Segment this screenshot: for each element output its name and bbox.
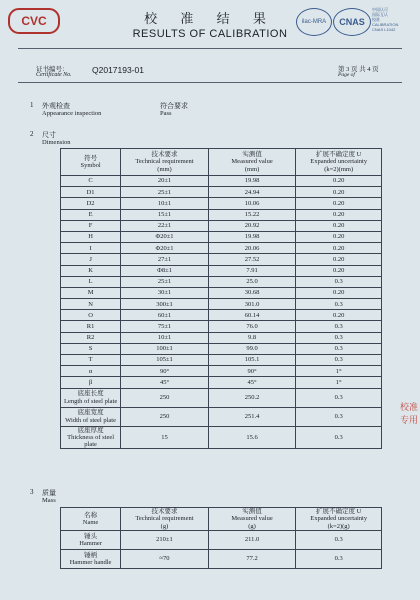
name-cell bbox=[61, 550, 121, 569]
table-row bbox=[61, 310, 382, 321]
cvc-logo: CVC bbox=[8, 8, 60, 34]
measured-cell: 19.98 bbox=[208, 231, 296, 242]
symbol-cell: D1 bbox=[61, 187, 121, 198]
requirement-cell: 10±1 bbox=[121, 198, 209, 209]
table-row bbox=[61, 265, 382, 276]
mass-table bbox=[60, 507, 382, 569]
table-row bbox=[61, 209, 382, 220]
measured-cell: 25.0 bbox=[208, 276, 296, 287]
uncertainty-cell: 0.3 bbox=[296, 531, 382, 550]
measured-cell: 211.0 bbox=[208, 531, 296, 550]
uncertainty-cell: 0.3 bbox=[296, 407, 382, 426]
certificate-number: Q2017193-01 bbox=[92, 65, 144, 75]
requirement-cell: 30±1 bbox=[121, 287, 209, 298]
requirement-cell: 210±1 bbox=[121, 531, 209, 550]
header-technical-requirement: 技术要求 Technical requirement (mm) bbox=[121, 149, 209, 176]
symbol-cell: H bbox=[61, 231, 121, 242]
measured-cell: 24.94 bbox=[208, 187, 296, 198]
requirement-cell: 22±1 bbox=[121, 220, 209, 231]
requirement-cell: 15 bbox=[121, 426, 209, 449]
measured-cell: 301.0 bbox=[208, 299, 296, 310]
measured-cell: 250.2 bbox=[208, 388, 296, 407]
certificate-label-en: Certificate No. bbox=[36, 72, 72, 78]
uncertainty-cell: 0.3 bbox=[296, 343, 382, 354]
uncertainty-cell: 0.20 bbox=[296, 209, 382, 220]
symbol-cell: β bbox=[61, 377, 121, 388]
name-en: Hammer handle bbox=[69, 559, 112, 566]
uncertainty-cell: 1° bbox=[296, 377, 382, 388]
table-row bbox=[61, 254, 382, 265]
measured-cell: 77.2 bbox=[208, 550, 296, 569]
measured-cell: 105.1 bbox=[208, 355, 296, 366]
symbol-cell: C bbox=[61, 176, 121, 187]
section-3-number: 3 bbox=[30, 488, 34, 496]
symbol-cell: S bbox=[61, 343, 121, 354]
requirement-cell: 250 bbox=[121, 388, 209, 407]
section-1-result-cn: 符合要求 bbox=[160, 102, 188, 110]
plate-label-cn: 底座宽度 bbox=[77, 409, 104, 417]
plate-label-en: Width of steel plate bbox=[65, 416, 116, 424]
table-row bbox=[61, 407, 382, 426]
measured-cell: 251.4 bbox=[208, 407, 296, 426]
header-measured-value: 实测值 Measured value (mm) bbox=[208, 149, 296, 176]
requirement-cell: ≈70 bbox=[121, 550, 209, 569]
table-row bbox=[61, 299, 382, 310]
uncertainty-cell: 0.20 bbox=[296, 287, 382, 298]
measured-cell: 45° bbox=[208, 377, 296, 388]
measured-cell: 15.6 bbox=[208, 426, 296, 449]
uncertainty-cell: 0.20 bbox=[296, 220, 382, 231]
measured-cell: 60.14 bbox=[208, 310, 296, 321]
measured-cell: 99.0 bbox=[208, 343, 296, 354]
plate-label-en: Thickness of steel plate bbox=[67, 433, 115, 448]
requirement-cell: 25±1 bbox=[121, 276, 209, 287]
table-row bbox=[61, 231, 382, 242]
table-row bbox=[61, 343, 382, 354]
header-symbol: 符号 Symbol bbox=[61, 149, 121, 176]
requirement-cell: 250 bbox=[121, 407, 209, 426]
plate-label-cell bbox=[61, 407, 121, 426]
section-2-number: 2 bbox=[30, 130, 34, 138]
symbol-cell: J bbox=[61, 254, 121, 265]
page-number-en: Page of bbox=[338, 72, 355, 78]
uncertainty-cell: 0.3 bbox=[296, 426, 382, 449]
header-technical-requirement: 技术要求 Technical requirement (g) bbox=[121, 508, 209, 531]
mass-table-header bbox=[61, 508, 382, 531]
plate-label-cell bbox=[61, 388, 121, 407]
name-cell bbox=[61, 531, 121, 550]
ilac-mra-logo: ilac-MRA bbox=[296, 8, 332, 36]
table-row bbox=[61, 198, 382, 209]
uncertainty-cell: 0.20 bbox=[296, 176, 382, 187]
requirement-cell: 75±1 bbox=[121, 321, 209, 332]
requirement-cell: 90° bbox=[121, 366, 209, 377]
table-row bbox=[61, 187, 382, 198]
measured-cell: 20.06 bbox=[208, 243, 296, 254]
cnas-accreditation-text: 中国认可 国际互认 校准 CALIBRATION CNAS L1042 bbox=[372, 7, 399, 32]
symbol-cell: K bbox=[61, 265, 121, 276]
section-1-label-en: Appearance inspection bbox=[42, 110, 102, 117]
header-expanded-uncertainty: 扩展不确定度 U Expanded uncertainty (k=2)(mm) bbox=[296, 149, 382, 176]
requirement-cell: 300±1 bbox=[121, 299, 209, 310]
plate-label-cn: 底座长度 bbox=[77, 390, 104, 398]
uncertainty-cell: 0.3 bbox=[296, 276, 382, 287]
requirement-cell: 15±1 bbox=[121, 209, 209, 220]
section-1-number: 1 bbox=[30, 101, 34, 109]
section-3-label-en: Mass bbox=[42, 497, 56, 504]
uncertainty-cell: 0.20 bbox=[296, 265, 382, 276]
header-expanded-uncertainty: 扩展不确定度 U Expanded uncertainty (k=2)(g) bbox=[296, 508, 382, 531]
section-2-label-en: Dimension bbox=[42, 139, 71, 146]
name-cn: 锤柄 bbox=[84, 551, 98, 559]
title-chinese: 校 准 结 果 bbox=[144, 11, 276, 26]
symbol-cell: L bbox=[61, 276, 121, 287]
symbol-cell: R1 bbox=[61, 321, 121, 332]
requirement-cell: 10±1 bbox=[121, 332, 209, 343]
page-number-cn: 第 3 页 共 4 页 bbox=[338, 66, 379, 73]
section-3-label-cn: 质量 bbox=[42, 489, 56, 497]
measured-cell: 20.92 bbox=[208, 220, 296, 231]
name-en: Hammer bbox=[79, 540, 102, 547]
uncertainty-cell: 0.20 bbox=[296, 254, 382, 265]
requirement-cell: Φ8±1 bbox=[121, 265, 209, 276]
table-row bbox=[61, 276, 382, 287]
plate-label-cell bbox=[61, 426, 121, 449]
section-1-result-en: Pass bbox=[160, 110, 172, 117]
symbol-cell: α bbox=[61, 366, 121, 377]
table-row bbox=[61, 355, 382, 366]
uncertainty-cell: 1° bbox=[296, 366, 382, 377]
requirement-cell: 45° bbox=[121, 377, 209, 388]
table-row bbox=[61, 243, 382, 254]
certificate-label-cn: 证书编号： bbox=[36, 66, 69, 73]
uncertainty-cell: 0.20 bbox=[296, 310, 382, 321]
uncertainty-cell: 0.20 bbox=[296, 243, 382, 254]
uncertainty-cell: 0.20 bbox=[296, 198, 382, 209]
symbol-cell: R2 bbox=[61, 332, 121, 343]
measured-cell: 15.22 bbox=[208, 209, 296, 220]
measured-cell: 7.91 bbox=[208, 265, 296, 276]
uncertainty-cell: 0.3 bbox=[296, 299, 382, 310]
symbol-cell: D2 bbox=[61, 198, 121, 209]
header-measured-value: 实测值 Measured value (g) bbox=[208, 508, 296, 531]
requirement-cell: 60±1 bbox=[121, 310, 209, 321]
table-row bbox=[61, 531, 382, 550]
plate-label-en: Length of steel plate bbox=[63, 397, 118, 405]
symbol-cell: O bbox=[61, 310, 121, 321]
symbol-cell: E bbox=[61, 209, 121, 220]
requirement-cell: Φ20±1 bbox=[121, 243, 209, 254]
uncertainty-cell: 0.3 bbox=[296, 355, 382, 366]
symbol-cell: T bbox=[61, 355, 121, 366]
uncertainty-cell: 0.3 bbox=[296, 388, 382, 407]
symbol-cell: N bbox=[61, 299, 121, 310]
table-row bbox=[61, 550, 382, 569]
measured-cell: 19.98 bbox=[208, 176, 296, 187]
table-row bbox=[61, 426, 382, 449]
header-name: 名称 Name bbox=[61, 508, 121, 531]
symbol-cell: I bbox=[61, 243, 121, 254]
cnas-logo: CNAS bbox=[333, 8, 371, 36]
measured-cell: 76.0 bbox=[208, 321, 296, 332]
section-2-label-cn: 尺寸 bbox=[42, 131, 56, 139]
measured-cell: 10.06 bbox=[208, 198, 296, 209]
uncertainty-cell: 0.3 bbox=[296, 332, 382, 343]
uncertainty-cell: 0.3 bbox=[296, 550, 382, 569]
name-cn: 锤头 bbox=[84, 532, 98, 540]
requirement-cell: 25±1 bbox=[121, 187, 209, 198]
uncertainty-cell: 0.3 bbox=[296, 321, 382, 332]
dimension-table bbox=[60, 148, 382, 449]
uncertainty-cell: 0.20 bbox=[296, 231, 382, 242]
table-row bbox=[61, 287, 382, 298]
red-stamp: 校准 专用 bbox=[400, 402, 419, 425]
dimension-table-header bbox=[61, 149, 382, 176]
symbol-cell: F bbox=[61, 220, 121, 231]
uncertainty-cell: 0.20 bbox=[296, 187, 382, 198]
table-row bbox=[61, 366, 382, 377]
table-row bbox=[61, 377, 382, 388]
requirement-cell: 20±1 bbox=[121, 176, 209, 187]
requirement-cell: 105±1 bbox=[121, 355, 209, 366]
symbol-cell: M bbox=[61, 287, 121, 298]
table-row bbox=[61, 388, 382, 407]
section-1-label-cn: 外观检查 bbox=[42, 102, 70, 110]
requirement-cell: 27±1 bbox=[121, 254, 209, 265]
table-row bbox=[61, 332, 382, 343]
header-divider bbox=[18, 48, 402, 49]
title-english: RESULTS OF CALIBRATION bbox=[132, 28, 288, 40]
plate-label-cn: 底座厚度 bbox=[77, 426, 104, 434]
requirement-cell: Φ20±1 bbox=[121, 231, 209, 242]
table-row bbox=[61, 321, 382, 332]
measured-cell: 9.8 bbox=[208, 332, 296, 343]
measured-cell: 90° bbox=[208, 366, 296, 377]
table-row bbox=[61, 220, 382, 231]
measured-cell: 27.52 bbox=[208, 254, 296, 265]
cert-divider bbox=[18, 82, 402, 83]
measured-cell: 30.68 bbox=[208, 287, 296, 298]
table-row bbox=[61, 176, 382, 187]
requirement-cell: 100±1 bbox=[121, 343, 209, 354]
